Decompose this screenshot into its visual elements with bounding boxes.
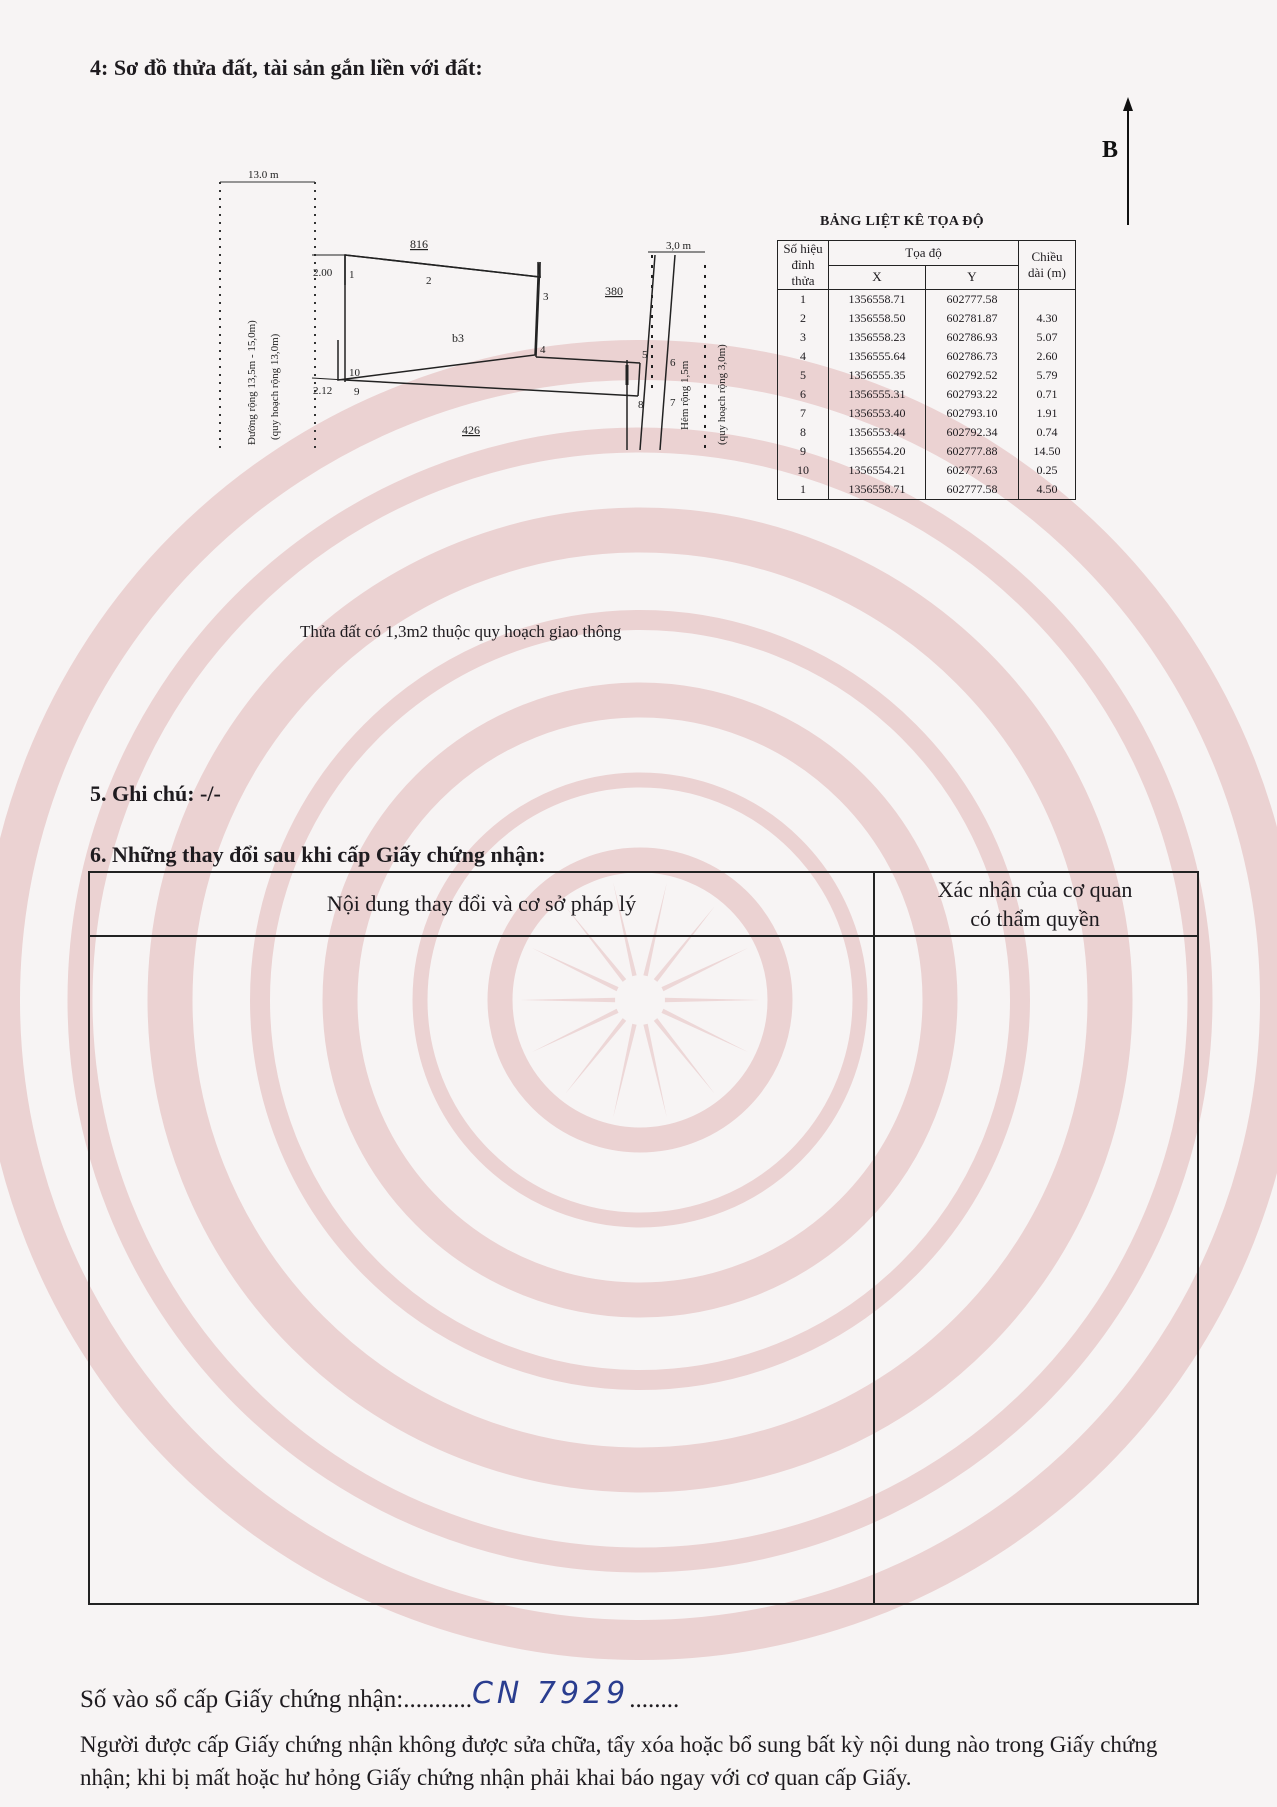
coordinate-row	[778, 309, 1076, 328]
header-y: Y	[926, 265, 1019, 290]
edge-label-bottom: 2.12	[313, 385, 333, 397]
changes-table	[88, 871, 1199, 1605]
vertex-cell: 3	[778, 328, 829, 347]
y-cell: 602793.10	[926, 404, 1019, 423]
coordinate-row	[778, 290, 1076, 310]
header-coord: Tọa độ	[829, 241, 1019, 266]
north-label: B	[1102, 137, 1119, 163]
alley-name: Hẻm rộng 1,5m	[679, 360, 691, 430]
road-plan: (quy hoạch rộng 13,0m)	[269, 333, 281, 440]
vertex-label: 1	[349, 269, 355, 281]
x-cell: 1356558.50	[829, 309, 926, 328]
coordinate-row	[778, 423, 1076, 442]
serial-number-row	[80, 1676, 680, 1715]
y-cell: 602777.58	[926, 480, 1019, 500]
confirmation-header-line2: có thẩm quyền	[970, 906, 1100, 931]
header-vertex: Số hiệu đỉnh thửa	[778, 241, 829, 290]
coordinate-row	[778, 385, 1076, 404]
road-width-label: 13.0 m	[248, 169, 279, 181]
vertex-cell: 4	[778, 347, 829, 366]
length-cell: 1.91	[1019, 404, 1076, 423]
warning-text: Người được cấp Giấy chứng nhận không được sửa chữa, tẩy xóa hoặc bổ sung bất kỳ nội dung nào trong Giấy chứng nhận; khi bị mất hoặc hư hỏng Giấy chứng nhận phải khai báo ngay với cơ quan cấp Giấy.	[80, 1732, 1158, 1790]
vertex-label: 3	[543, 291, 549, 303]
coordinate-table-title: BẢNG LIỆT KÊ TỌA ĐỘ	[820, 214, 984, 229]
serial-value-handwritten: CN 7929	[471, 1676, 630, 1711]
road-name: Đường rộng 13,5m - 15,0m)	[246, 320, 258, 445]
x-cell: 1356555.31	[829, 385, 926, 404]
serial-dots: ...........	[403, 1686, 472, 1713]
y-cell: 602793.22	[926, 385, 1019, 404]
confirmation-header-line1: Xác nhận của cơ quan	[937, 877, 1133, 902]
neighbor-south: 426	[462, 423, 480, 437]
header-x: X	[829, 265, 926, 290]
alley-width-label: 3,0 m	[666, 240, 692, 252]
y-cell: 602777.88	[926, 442, 1019, 461]
changes-content-header: Nội dung thay đổi và cơ sở pháp lý	[326, 891, 637, 916]
length-cell: 4.50	[1019, 480, 1076, 500]
length-cell: 14.50	[1019, 442, 1076, 461]
coordinate-row	[778, 442, 1076, 461]
x-cell: 1356558.71	[829, 290, 926, 310]
coordinate-row	[778, 328, 1076, 347]
vertex-cell: 10	[778, 461, 829, 480]
vertex-label: 5	[642, 349, 648, 361]
vertex-label: 9	[354, 386, 360, 398]
length-cell: 0.25	[1019, 461, 1076, 480]
vertex-cell: 5	[778, 366, 829, 385]
north-arrow-icon	[1080, 95, 1140, 235]
parcel-label: b3	[452, 331, 464, 345]
alley-plan: (quy hoạch rộng 3,0m)	[716, 344, 728, 445]
vertex-label: 8	[638, 399, 644, 411]
vertex-cell: 2	[778, 309, 829, 328]
length-cell: 5.79	[1019, 366, 1076, 385]
x-cell: 1356555.64	[829, 347, 926, 366]
vertex-cell: 8	[778, 423, 829, 442]
x-cell: 1356554.21	[829, 461, 926, 480]
coordinate-row	[778, 347, 1076, 366]
length-cell: 4.30	[1019, 309, 1076, 328]
vertex-cell: 9	[778, 442, 829, 461]
serial-dots: ........	[629, 1686, 680, 1713]
neighbor-east: 380	[605, 284, 623, 298]
x-cell: 1356553.40	[829, 404, 926, 423]
coordinate-table	[777, 240, 1076, 500]
y-cell: 602792.52	[926, 366, 1019, 385]
vertex-label: 10	[349, 367, 360, 379]
edge-label-top: 2.00	[313, 267, 333, 279]
x-cell: 1356558.23	[829, 328, 926, 347]
coordinate-row	[778, 404, 1076, 423]
changes-column-divider	[90, 873, 875, 1603]
x-cell: 1356555.35	[829, 366, 926, 385]
x-cell: 1356554.20	[829, 442, 926, 461]
changes-confirmation-header	[875, 875, 1195, 933]
changes-header-divider	[90, 935, 1197, 937]
length-cell: 0.74	[1019, 423, 1076, 442]
vertex-cell: 1	[778, 290, 829, 310]
y-cell: 602777.58	[926, 290, 1019, 310]
x-cell: 1356558.71	[829, 480, 926, 500]
y-cell: 602781.87	[926, 309, 1019, 328]
vertex-label: 2	[426, 275, 432, 287]
y-cell: 602786.93	[926, 328, 1019, 347]
vertex-label: 4	[540, 344, 546, 356]
vertex-cell: 6	[778, 385, 829, 404]
vertex-cell: 7	[778, 404, 829, 423]
vertex-label: 7	[670, 397, 676, 409]
length-cell	[1019, 290, 1076, 310]
coordinate-row	[778, 366, 1076, 385]
y-cell: 602777.63	[926, 461, 1019, 480]
vertex-cell: 1	[778, 480, 829, 500]
section-4-title: 4: Sơ đồ thửa đất, tài sản gắn liền với đất:	[90, 55, 483, 80]
length-cell: 0.71	[1019, 385, 1076, 404]
coordinate-row	[778, 480, 1076, 500]
length-cell: 2.60	[1019, 347, 1076, 366]
neighbor-north: 816	[410, 237, 428, 251]
header-length: Chiều dài (m)	[1019, 241, 1076, 290]
coordinate-row	[778, 461, 1076, 480]
section-5-notes: 5. Ghi chú: -/-	[90, 781, 221, 806]
plan-note: Thửa đất có 1,3m2 thuộc quy hoạch giao thông	[300, 622, 622, 641]
serial-label: Số vào sổ cấp Giấy chứng nhận:	[80, 1686, 404, 1713]
length-cell: 5.07	[1019, 328, 1076, 347]
section-6-title: 6. Những thay đổi sau khi cấp Giấy chứng nhận:	[90, 842, 546, 867]
y-cell: 602792.34	[926, 423, 1019, 442]
x-cell: 1356553.44	[829, 423, 926, 442]
vertex-label: 6	[670, 357, 676, 369]
parcel-diagram	[200, 160, 770, 480]
y-cell: 602786.73	[926, 347, 1019, 366]
